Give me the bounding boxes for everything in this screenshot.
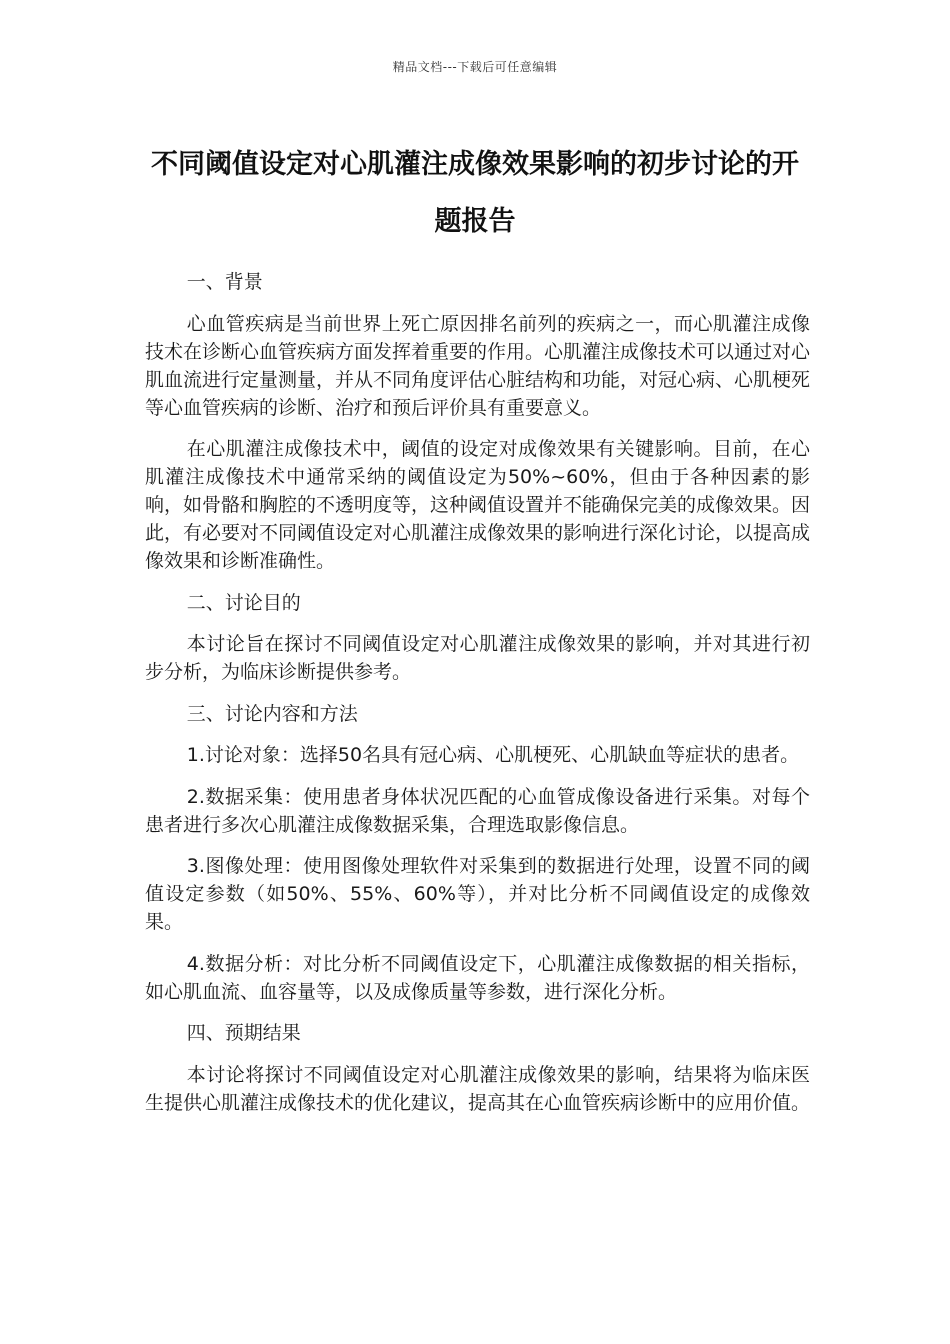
list-item: 3.图像处理：使用图像处理软件对采集到的数据进行处理，设置不同的阈值设定参数（如50%、55%、60%等），并对比分析不同阈值设定的成像效果。 [145,855,810,933]
list-item: 4.数据分析：对比分析不同阈值设定下，心肌灌注成像数据的相关指标，如心肌血流、血容量等，以及成像质量等参数，进行深化分析。 [145,952,810,1003]
list-item: 1.讨论对象：选择50名具有冠心病、心肌梗死、心肌缺血等症状的患者。 [186,744,800,766]
paragraph: 本讨论将探讨不同阈值设定对心肌灌注成像效果的影响，结果将为临床医生提供心肌灌注成像技术的优化建议，提高其在心血管疾病诊断中的应用价值。 [145,1063,811,1114]
section-heading-methods: 三、讨论内容和方法 [186,702,358,725]
header-note: 精品文档---下载后可任意编辑 [392,60,558,74]
section-heading-background: 一、背景 [186,271,263,293]
document-title: 不同阈值设定对心肌灌注成像效果影响的初步讨论的开题报告 [151,149,799,237]
paragraph: 在心肌灌注成像技术中，阈值的设定对成像效果有关键影响。目前，在心肌灌注成像技术中通常采纳的阈值设定为50%~60%，但由于各种因素的影响，如骨骼和胸腔的不透明度等，这种阈值设置并不能确保完美的成像效果。因此，有必要对不同阈值设定对心肌灌注成像效果的影响进行深化讨论，以提高成像效果和诊断准确性。 [145,438,811,572]
list-item: 2.数据采集：使用患者身体状况匹配的心血管成像设备进行采集。对每个患者进行多次心肌灌注成像数据采集，合理选取影像信息。 [145,785,810,836]
paragraph: 心血管疾病是当前世界上死亡原因排名前列的疾病之一，而心肌灌注成像技术在诊断心血管疾病方面发挥着重要的作用。心肌灌注成像技术可以通过对心肌血流进行定量测量，并从不同角度评估心脏结构和功能，对冠心病、心肌梗死等心血管疾病的诊断、治疗和预后评价具有重要意义。 [145,312,811,419]
paragraph: 本讨论旨在探讨不同阈值设定对心肌灌注成像效果的影响，并对其进行初步分析，为临床诊断提供参考。 [145,633,810,683]
section-heading-results: 四、预期结果 [186,1022,301,1044]
section-heading-purpose: 二、讨论目的 [186,591,301,614]
document-body [145,268,810,1130]
